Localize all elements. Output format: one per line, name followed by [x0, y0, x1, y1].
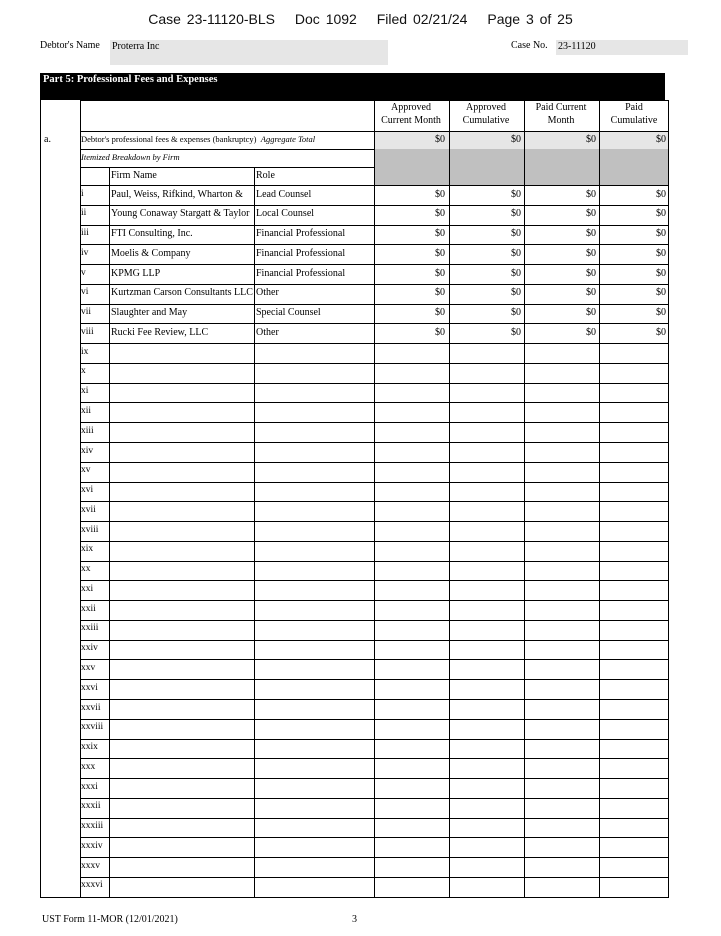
firm-name: Young Conaway Stargatt & Taylor [111, 208, 250, 220]
approved-cumulative-value: $0 [511, 247, 521, 259]
aggregate-label: Debtor's professional fees & expenses (bankruptcy) Aggregate Total [81, 134, 316, 144]
row-numeral: xiv [81, 445, 94, 456]
row-numeral: v [81, 267, 86, 278]
grid-line-row [80, 402, 669, 403]
form-footer: UST Form 11-MOR (12/01/2021) [42, 914, 178, 925]
firm-name: Moelis & Company [111, 247, 191, 259]
approved-cumulative-value: $0 [511, 228, 521, 240]
row-numeral: xxxiii [81, 821, 104, 832]
paid-cumulative-value: $0 [656, 307, 666, 319]
row-numeral: xxii [81, 603, 96, 614]
grid-line-row [80, 442, 669, 443]
grid-line-row [80, 620, 669, 621]
firm-role: Financial Professional [256, 267, 346, 279]
grid-line-row [80, 739, 669, 740]
row-numeral: xxviii [81, 722, 104, 733]
grid-line-row [80, 600, 669, 601]
paid-current-value: $0 [586, 247, 596, 259]
approved-current-value: $0 [435, 188, 445, 200]
professional-fees-table [40, 100, 669, 898]
grid-line-row [80, 185, 669, 186]
aggregate-paid-current: $0 [586, 134, 596, 145]
approved-cumulative-value: $0 [511, 307, 521, 319]
approved-current-value: $0 [435, 326, 445, 338]
firm-name: Rucki Fee Review, LLC [111, 326, 209, 338]
paid-current-value: $0 [586, 228, 596, 240]
aggregate-approved-current: $0 [435, 134, 445, 145]
row-numeral: xxx [81, 761, 96, 772]
row-numeral: x [81, 366, 86, 377]
paid-current-value: $0 [586, 326, 596, 338]
grid-line-row [80, 205, 669, 206]
firm-name: KPMG LLP [111, 267, 161, 279]
firm-role: Other [256, 287, 279, 299]
col-header-paid-cumulative: Paid Cumulative [610, 102, 658, 126]
row-numeral: i [81, 188, 84, 199]
grid-line-row [80, 778, 669, 779]
grid-line-row [80, 167, 374, 168]
grid-line-row [80, 798, 669, 799]
col-header-approved-cumulative: Approved Cumulative [462, 102, 510, 126]
grid-line-row [80, 640, 669, 641]
approved-current-value: $0 [435, 267, 445, 279]
grid-line-row [80, 343, 669, 344]
paid-cumulative-value: $0 [656, 188, 666, 200]
row-numeral: xx [81, 564, 91, 575]
row-numeral: viii [81, 326, 94, 337]
grid-line-row [80, 818, 669, 819]
row-numeral: xxvi [81, 682, 98, 693]
grid-line-row [80, 363, 669, 364]
approved-cumulative-value: $0 [511, 208, 521, 220]
court-header [0, 11, 721, 27]
col-header-approved-current: Approved Current Month [381, 102, 441, 126]
grid-line-row [80, 580, 669, 581]
page-count-header: Page 3 of 25 [487, 11, 573, 27]
grid-line-row [80, 131, 669, 132]
row-numeral: xix [81, 544, 94, 555]
row-numeral: xv [81, 465, 91, 476]
grid-line-row [80, 699, 669, 700]
grid-line-row [80, 719, 669, 720]
approved-current-value: $0 [435, 287, 445, 299]
aggregate-approved-cumulative: $0 [511, 134, 521, 145]
approved-cumulative-value: $0 [511, 326, 521, 338]
firm-role: Other [256, 326, 279, 338]
part-5-title: Part 5: Professional Fees and Expenses [40, 73, 665, 100]
row-numeral: xxxi [81, 781, 98, 792]
grid-line-row [80, 521, 669, 522]
grid-line-row [80, 877, 669, 878]
grid-line-row [80, 462, 669, 463]
grid-line-row [80, 482, 669, 483]
grid-line-row [80, 383, 669, 384]
firm-role: Lead Counsel [256, 188, 312, 200]
grid-line-row [80, 679, 669, 680]
grid-line-row [80, 225, 669, 226]
paid-current-value: $0 [586, 267, 596, 279]
paid-cumulative-value: $0 [656, 247, 666, 259]
filed-date-header: Filed 02/21/24 [376, 11, 468, 27]
case-no-label: Case No. [511, 40, 548, 51]
firm-name: Paul, Weiss, Rifkind, Wharton & [111, 188, 243, 200]
approved-current-value: $0 [435, 307, 445, 319]
paid-cumulative-value: $0 [656, 208, 666, 220]
itemized-label: Itemized Breakdown by Firm [81, 152, 180, 162]
row-numeral: xxxv [81, 860, 100, 871]
page-number: 3 [352, 914, 357, 925]
role-header: Role [256, 170, 275, 181]
row-numeral: xii [81, 405, 92, 416]
debtor-name-label: Debtor's Name [40, 40, 100, 51]
row-numeral: xxi [81, 583, 94, 594]
doc-number-header: Doc 1092 [294, 11, 357, 27]
row-numeral: xvi [81, 485, 94, 496]
firm-role: Local Counsel [256, 208, 315, 220]
approved-cumulative-value: $0 [511, 267, 521, 279]
col-header-paid-current: Paid Current Month [535, 102, 587, 126]
firm-role: Financial Professional [256, 228, 346, 240]
row-numeral: vi [81, 287, 89, 298]
grid-line-row [80, 100, 669, 101]
firm-name-header: Firm Name [111, 170, 157, 181]
grid-line-row [80, 422, 669, 423]
row-numeral: xi [81, 386, 89, 397]
row-numeral: xxxiv [81, 840, 103, 851]
grid-line-col [109, 167, 110, 897]
row-numeral: xxiii [81, 623, 99, 634]
row-numeral: xviii [81, 524, 99, 535]
paid-current-value: $0 [586, 307, 596, 319]
grid-line-row [80, 541, 669, 542]
grid-line-row [80, 323, 669, 324]
row-numeral: vii [81, 307, 92, 318]
approved-current-value: $0 [435, 228, 445, 240]
row-numeral: iii [81, 228, 89, 239]
row-numeral: xxix [81, 742, 98, 753]
grid-line-row [80, 758, 669, 759]
row-numeral: xxiv [81, 643, 98, 654]
approved-cumulative-value: $0 [511, 188, 521, 200]
approved-cumulative-value: $0 [511, 287, 521, 299]
grid-line-row [80, 264, 669, 265]
grid-line-col [254, 167, 255, 897]
itemized-header-shading [374, 149, 668, 185]
grid-line-row [80, 284, 669, 285]
paid-current-value: $0 [586, 208, 596, 220]
firm-name: Kurtzman Carson Consultants LLC [111, 287, 253, 299]
approved-current-value: $0 [435, 247, 445, 259]
grid-line-row [80, 659, 669, 660]
paid-cumulative-value: $0 [656, 267, 666, 279]
row-numeral: xxv [81, 662, 96, 673]
row-numeral: xxvii [81, 702, 101, 713]
grid-line-row [80, 501, 669, 502]
row-numeral: xiii [81, 425, 94, 436]
firm-role: Special Counsel [256, 307, 321, 319]
grid-line-row [80, 244, 669, 245]
grid-line-row [80, 837, 669, 838]
paid-current-value: $0 [586, 188, 596, 200]
grid-line-row [80, 561, 669, 562]
grid-line-row [80, 149, 374, 150]
row-numeral: ii [81, 208, 87, 219]
row-numeral: xxxvi [81, 880, 103, 891]
row-numeral: xxxii [81, 801, 101, 812]
paid-cumulative-value: $0 [656, 326, 666, 338]
row-numeral: iv [81, 247, 89, 258]
firm-name: Slaughter and May [111, 307, 188, 319]
firm-role: Financial Professional [256, 247, 346, 259]
debtor-name-field[interactable]: Proterra Inc [110, 40, 388, 65]
firm-name: FTI Consulting, Inc. [111, 228, 193, 240]
approved-current-value: $0 [435, 208, 445, 220]
row-numeral: ix [81, 346, 89, 357]
aggregate-letter: a. [44, 134, 51, 145]
case-number-header: Case 23-11120-BLS [148, 11, 276, 27]
aggregate-paid-cumulative: $0 [656, 134, 666, 145]
paid-current-value: $0 [586, 287, 596, 299]
row-numeral: xvii [81, 504, 96, 515]
paid-cumulative-value: $0 [656, 287, 666, 299]
grid-line-row [80, 857, 669, 858]
paid-cumulative-value: $0 [656, 228, 666, 240]
case-no-field[interactable]: 23-11120 [556, 40, 688, 55]
grid-line-row [80, 304, 669, 305]
